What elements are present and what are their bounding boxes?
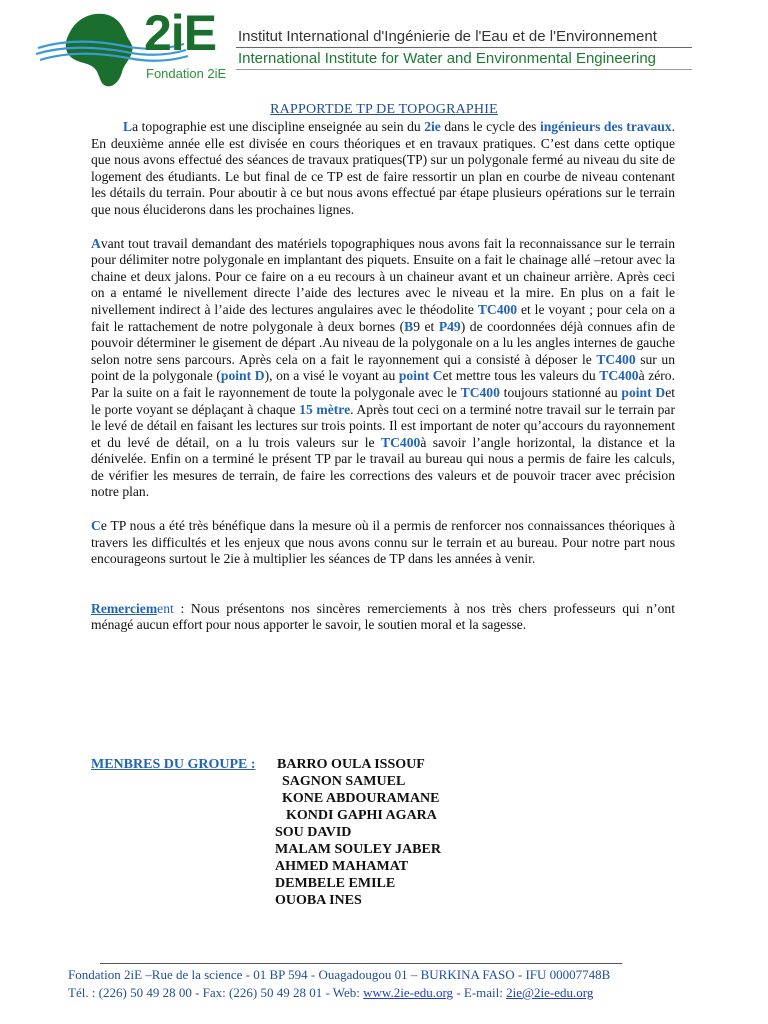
report-title: RAPPORTDE TP DE TOPOGRAPHIE — [270, 102, 498, 117]
footer-contact: Tél. : (226) 50 49 28 00 - Fax: (226) 50 49 28 01 - Web: www.2ie-edu.org - E-mail: 2ie@2ie-edu.org — [68, 985, 594, 1000]
member-name: SAGNON SAMUEL — [282, 774, 406, 789]
member-name: SOU DAVID — [275, 825, 352, 840]
member-name: AHMED MAHAMAT — [275, 859, 409, 874]
institute-name-fr: Institut International d'Ingénierie de l'Eau et de l'Environnement — [238, 28, 657, 45]
header-divider — [236, 47, 692, 48]
header-divider — [236, 69, 692, 70]
member-name: KONE ABDOURAMANE — [282, 791, 440, 806]
footer-address: Fondation 2iE –Rue de la science - 01 BP 594 - Ouagadougou 01 – BURKINA FASO - IFU 00007748B — [68, 967, 611, 982]
acknowledgement-label: Remerciem — [91, 600, 158, 616]
logo-wordmark: 2iE — [144, 5, 217, 61]
paragraph-acknowledgement: Remerciement : Nous présentons nos sincères remerciements à nos très chers professeurs qui n’ont ménagé aucun effort pour nous apporter le savoir, le soutien moral et la sagesse. — [91, 600, 675, 633]
member-name: OUOBA INES — [275, 893, 362, 908]
member-name: BARRO OULA ISSOUF — [277, 757, 425, 772]
email-link[interactable]: 2ie@2ie-edu.org — [506, 985, 594, 1000]
member-name: DEMBELE EMILE — [275, 876, 396, 891]
paragraph-conclusion: Ce TP nous a été très bénéfique dans la mesure où il a permis de renforcer nos connaissances théoriques à travers les difficultés et les enjeux que nous avons connu sur le terrain et au bureau. Pour notre part nous encourageons surtout le 2ie à multiplier les séances de TP dans les années à venir. — [91, 518, 675, 567]
footer-divider — [100, 963, 622, 964]
member-name: MALAM SOULEY JABER — [275, 842, 441, 857]
members-label: MENBRES DU GROUPE : — [91, 757, 256, 772]
report-body — [91, 119, 675, 634]
drop-cap: C — [91, 518, 101, 534]
logo-subtitle: Fondation 2iE — [146, 66, 227, 81]
member-name: KONDI GAPHI AGARA — [286, 808, 437, 823]
paragraph-intro: La topographie est une discipline enseignée au sein du 2ie dans le cycle des ingénieurs des travaux. En deuxième année elle est divisée en cours théoriques et en travaux pratiques. C’est dans cette optique que nous avons effectué des séances de travaux pratiques(TP) sur un polygonale fermé au niveau du site de logement des étudiants. Le but final de ce TP est de faire ressortir un plan en courbe de niveau contenant les détails du terrain. Pour aboutir à ce but nous avons effectué par étape plusieurs opérations sur le terrain que nous éluciderons dans les prochaines lignes. — [91, 119, 676, 217]
drop-cap: A — [91, 235, 101, 251]
website-link[interactable]: www.2ie-edu.org — [363, 985, 454, 1000]
institute-name-en: International Institute for Water and Environmental Engineering — [238, 50, 657, 67]
drop-cap: L — [123, 119, 133, 134]
paragraph-method: Avant tout travail demandant des matériels topographiques nous avons fait la reconnaissance sur le terrain pour délimiter notre polygonale en implantant des piquets. Ensuite on a fait le chainage allé –retour avec la chaine et deux jalons. Pour ce faire on a eu recours à un chaineur avant et un chaineur arrière. Après ceci on a entamé le nivellement directe l’aide des lectures avec le niveau et la mire. En plus on a fait le nivellement indirect à l’aide des lectures angulaires avec le théodolite TC400 et le voyant ; pour cela on a fait le rattachement de notre polygonale à deux bornes (B9 et P49) de coordonnées déjà connues afin de pouvoir déterminer le gisement de départ .Au niveau de la polygonale on a lu les angles internes de gauche selon notre sens parcours. Après cela on a fait le rayonnement qui a consisté à déposer le TC400 sur un point de la polygonale (point D), on a visé le voyant au point Cet mettre tous les valeurs du TC400à zéro. Par la suite on a fait le rayonnement de toute la polygonale avec le TC400 toujours stationné au point Det le porte voyant se déplaçant à chaque 15 mètre. Après tout ceci on a terminé notre travail sur le terrain par le levé de détail en faisant les lectures sur trois points. Il est important de noter qu’accours du rayonnement et du levé de détail, on a lu trois valeurs sur le TC400à savoir l’angle horizontal, la distance et la dénivelée. Enfin on a terminé le présent TP par le travail au bureau qui nous a permis de faire les calculs, de vérifier les mesures de terrain, de faire les corrections des valeurs et de pouvoir tracer avec précision notre plan. — [91, 235, 676, 500]
